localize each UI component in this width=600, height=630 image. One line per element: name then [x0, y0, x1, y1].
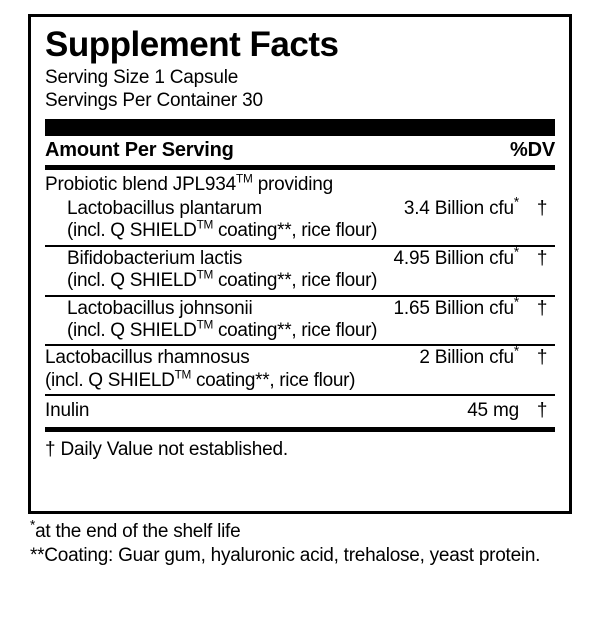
coating-note: **Coating: Guar gum, hyaluronic acid, trehalose, yeast protein. [30, 544, 541, 566]
ingredient-dv: † [536, 197, 548, 219]
trademark-icon: TM [196, 218, 213, 232]
shelf-life-star-icon: * [513, 344, 519, 359]
trademark-icon: TM [174, 368, 191, 382]
ingredient-name: Lactobacillus johnsonii [67, 297, 253, 319]
ingredient-dv: † [536, 400, 548, 422]
trademark-icon: TM [236, 172, 253, 186]
blend-name-text: Probiotic blend JPL934 [45, 174, 237, 196]
ingredient-name: Lactobacillus rhamnosus [45, 347, 250, 369]
ingredient-name: Inulin [45, 400, 90, 422]
label-panel [28, 14, 572, 514]
ingredient-subnote: (incl. Q SHIELD™ coating**, rice flour) [67, 318, 378, 341]
ingredient-row [45, 194, 555, 245]
daily-value-note: † Daily Value not established. [45, 438, 288, 460]
ingredient-amount: 3.4 Billion cfu* [403, 194, 519, 219]
bottom-footnotes [30, 517, 578, 569]
ingredient-dv: † [536, 297, 548, 319]
ingredient-dv: † [536, 247, 548, 269]
trademark-icon: TM [196, 318, 213, 332]
ingredient-name: Lactobacillus plantarum [67, 197, 263, 219]
ingredient-row [45, 346, 555, 394]
divider-thick [45, 119, 555, 136]
shelf-life-star-icon: * [30, 517, 36, 533]
ingredient-subnote: (incl. Q SHIELD™ coating**, rice flour) [67, 268, 378, 292]
shelf-life-star-icon: * [513, 244, 519, 260]
amount-per-serving-header-row [45, 136, 555, 165]
shelf-life-note: *at the end of the shelf life [30, 517, 241, 542]
daily-value-header: %DV [510, 139, 555, 162]
ingredient-amount: 4.95 Billion cfu* [393, 244, 519, 269]
amount-per-serving-label: Amount Per Serving [45, 139, 234, 162]
ingredient-dv: † [536, 347, 548, 369]
trademark-icon: TM [196, 268, 213, 282]
shelf-life-star-icon: * [513, 194, 519, 210]
page-title: Supplement Facts [45, 25, 339, 64]
ingredient-row [45, 244, 555, 295]
ingredient-amount: 2 Billion cfu* [419, 344, 519, 369]
ingredient-amount: 45 mg [467, 400, 519, 422]
ingredient-row-inulin [45, 396, 555, 427]
serving-size: Serving Size 1 Capsule [45, 66, 239, 88]
shelf-life-star-icon: * [513, 294, 519, 310]
ingredient-subnote: (incl. Q SHIELD™ coating**, rice flour) [45, 368, 356, 391]
ingredient-subnote: (incl. Q SHIELD™ coating**, rice flour) [67, 218, 378, 242]
ingredient-row [45, 294, 555, 345]
blend-providing-text: providing [252, 174, 333, 196]
probiotic-blend-heading [45, 170, 555, 197]
servings-per-container: Servings Per Container 30 [45, 89, 263, 111]
ingredient-name: Bifidobacterium lactis [67, 247, 243, 269]
ingredient-amount: 1.65 Billion cfu* [393, 294, 519, 319]
